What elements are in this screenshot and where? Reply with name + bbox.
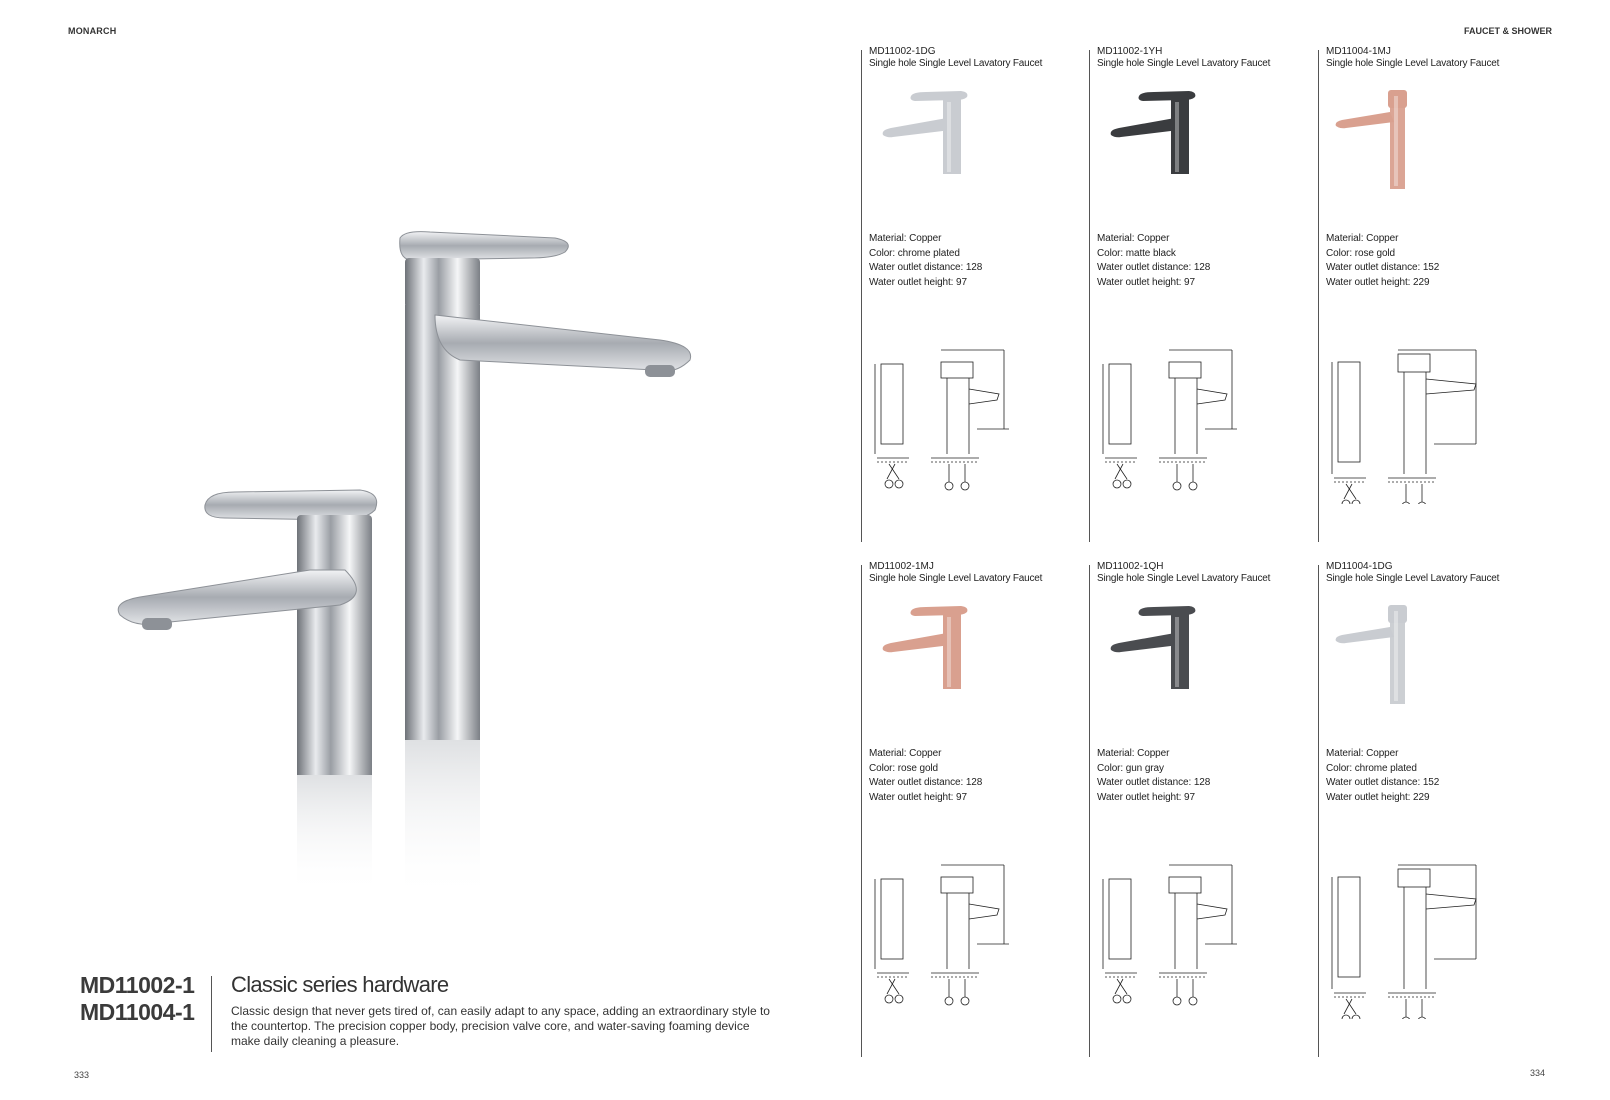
- spec-height: Water outlet height: 97: [1097, 791, 1195, 803]
- spec-material: Material: Copper: [869, 233, 942, 244]
- spec-distance: Water outlet distance: 128: [1097, 777, 1211, 788]
- hero-model-1: MD11002-1: [80, 972, 195, 998]
- product-title: Single hole Single Level Lavatory Faucet: [869, 573, 1043, 584]
- page-number-left: 333: [74, 1070, 90, 1080]
- spec-distance: Water outlet distance: 128: [869, 262, 983, 273]
- spec-color: Color: matte black: [1097, 247, 1176, 259]
- spec-color: Color: chrome plated: [1326, 762, 1417, 774]
- product-photo: [1099, 597, 1209, 707]
- product-specs: [1097, 232, 1210, 290]
- product-photo: [1099, 82, 1209, 192]
- spec-color: Color: chrome plated: [869, 247, 960, 259]
- spec-color: Color: gun gray: [1097, 762, 1164, 774]
- spec-distance: Water outlet distance: 152: [1326, 262, 1440, 273]
- spec-height: Water outlet height: 97: [869, 276, 967, 288]
- product-card: [869, 46, 1091, 526]
- product-code: MD11004-1MJ: [1326, 46, 1391, 57]
- page-number-right: 334: [1530, 1068, 1546, 1078]
- product-specs: [1097, 747, 1210, 805]
- product-card: [1097, 46, 1319, 526]
- product-title: Single hole Single Level Lavatory Faucet: [1097, 573, 1271, 584]
- spec-height: Water outlet height: 229: [1326, 276, 1430, 288]
- spec-height: Water outlet height: 97: [869, 791, 967, 803]
- spec-distance: Water outlet distance: 152: [1326, 777, 1440, 788]
- hero-model-2: MD11004-1: [80, 999, 195, 1025]
- product-code: MD11002-1MJ: [869, 561, 934, 572]
- product-card: [1326, 46, 1548, 526]
- product-title: Single hole Single Level Lavatory Faucet: [1326, 573, 1500, 584]
- hero-faucet-image: [100, 230, 740, 950]
- technical-drawing: [1097, 859, 1267, 1019]
- spec-height: Water outlet height: 97: [1097, 276, 1195, 288]
- spec-height: Water outlet height: 229: [1326, 791, 1430, 803]
- brand-header: MONARCH: [68, 26, 117, 36]
- hero-model-numbers: [80, 972, 194, 1026]
- product-code: MD11002-1DG: [869, 46, 936, 57]
- series-title: Classic series hardware: [231, 972, 449, 997]
- product-code: MD11004-1DG: [1326, 561, 1393, 572]
- product-title: Single hole Single Level Lavatory Faucet: [869, 58, 1043, 69]
- section-header: FAUCET & SHOWER: [1463, 26, 1552, 36]
- product-card: [1097, 561, 1319, 1041]
- spec-material: Material: Copper: [1097, 233, 1170, 244]
- spec-distance: Water outlet distance: 128: [1097, 262, 1211, 273]
- product-photo: [871, 82, 981, 192]
- product-specs: [869, 232, 982, 290]
- technical-drawing: [869, 859, 1039, 1019]
- product-photo: [1328, 82, 1438, 192]
- column-rule: [861, 50, 862, 542]
- product-code: MD11002-1QH: [1097, 561, 1164, 572]
- technical-drawing: [1326, 344, 1496, 504]
- product-specs: [869, 747, 982, 805]
- product-specs: [1326, 747, 1439, 805]
- spec-material: Material: Copper: [1326, 748, 1399, 759]
- product-photo: [871, 597, 981, 707]
- product-code: MD11002-1YH: [1097, 46, 1163, 57]
- product-photo: [1328, 597, 1438, 707]
- column-rule: [861, 565, 862, 1057]
- spec-material: Material: Copper: [869, 748, 942, 759]
- series-description: Classic design that never gets tired of, can easily adapt to any space, adding an extraordinary style to the countertop. The precision copper body, precision valve core, and water-saving foaming device make daily cleaning a pleasure.: [231, 1004, 770, 1048]
- technical-drawing: [1326, 859, 1496, 1019]
- product-title: Single hole Single Level Lavatory Faucet: [1097, 58, 1271, 69]
- product-specs: [1326, 232, 1439, 290]
- technical-drawing: [869, 344, 1039, 504]
- product-title: Single hole Single Level Lavatory Faucet: [1326, 58, 1500, 69]
- product-card: [1326, 561, 1548, 1041]
- spec-material: Material: Copper: [1326, 233, 1399, 244]
- spec-color: Color: rose gold: [869, 762, 938, 774]
- spec-material: Material: Copper: [1097, 748, 1170, 759]
- spec-distance: Water outlet distance: 128: [869, 777, 983, 788]
- spec-color: Color: rose gold: [1326, 247, 1395, 259]
- hero-divider: [211, 976, 212, 1052]
- technical-drawing: [1097, 344, 1267, 504]
- product-card: [869, 561, 1091, 1041]
